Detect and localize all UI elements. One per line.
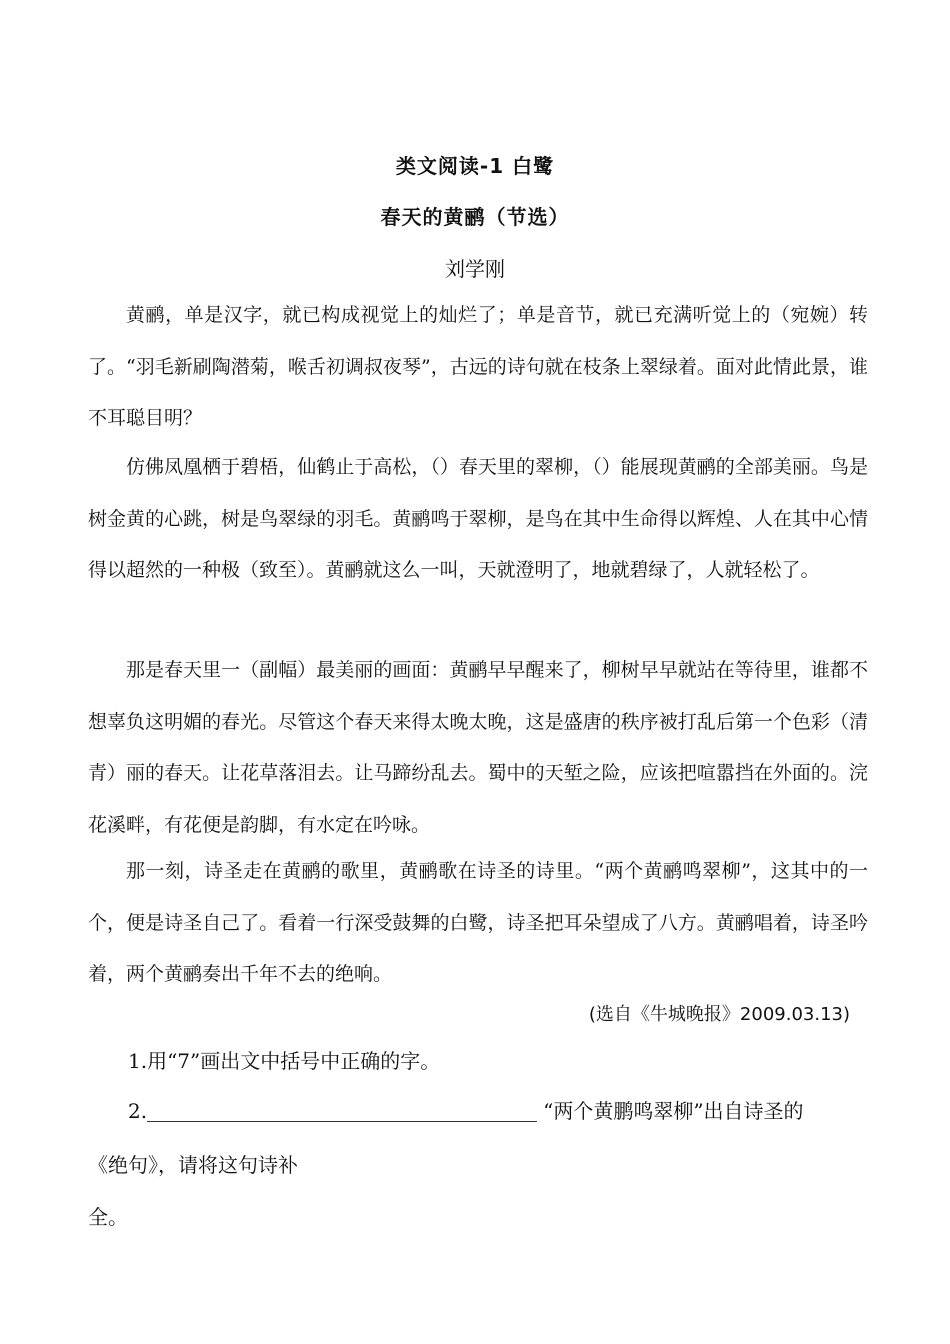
paragraph-4: 那一刻，诗圣走在黄鹂的歌里，黄鹂歌在诗圣的诗里。“两个黄鹂鸣翠柳”，这其中的一个，便是诗圣自己了。看着一行深受鼓舞的白鹭，诗圣把耳朵望成了八方。黄鹂唱着，诗圣吟着，两个黄鹂奏出千年不去的绝响。 bbox=[88, 860, 868, 985]
paragraph-2: 仿佛凤凰栖于碧梧，仙鹤止于高松，（）春天里的翠柳，（）能展现黄鹂的全部美丽。鸟是树金黄的心跳，树是鸟翠绿的羽毛。黄鹂鸣于翠柳，是鸟在其中生命得以辉煌、人在其中心情得以超然的一种极（致至）。黄鹂就这么一叫，天就澄明了，地就碧绿了，人就轻松了。 bbox=[88, 456, 868, 581]
question-2-text: “两个黄鹏鸣翠柳”出自诗圣的 bbox=[543, 1099, 804, 1123]
paragraph-1: 黄鹂，单是汉字，就已构成视觉上的灿烂了；单是音节，就已充满听觉上的（宛婉）转了。“羽毛新刷陶潜菊，喉舌初调叔夜琴”，古远的诗句就在枝条上翠绿着。面对此情此景，谁不耳聪目明？ bbox=[88, 304, 868, 429]
question-2-line-2: 《绝句》，请将这句诗补 bbox=[88, 1153, 298, 1177]
answer-blank[interactable] bbox=[147, 1101, 537, 1122]
question-2-line-3: 全。 bbox=[88, 1205, 128, 1229]
document-title: 类文阅读-1 白鹭 bbox=[395, 154, 555, 178]
question-2 bbox=[128, 1095, 873, 1124]
source-citation: (选自《牛城晚报》2009.03.13) bbox=[588, 1004, 850, 1025]
article-title: 春天的黄鹂（节选） bbox=[380, 205, 570, 229]
question-1: 1.用“7”画出文中括号中正确的字。 bbox=[128, 1049, 441, 1073]
article-author: 刘学刚 bbox=[445, 257, 505, 281]
question-2-number: 2. bbox=[128, 1099, 148, 1123]
paragraph-3: 那是春天里一（副幅）最美丽的画面：黄鹂早早醒来了，柳树早早就站在等待里，谁都不想辜负这明媚的春光。尽管这个春天来得太晚太晚，这是盛唐的秩序被打乱后第一个色彩（清青）丽的春天。让花草落泪去。让马蹄纷乱去。蜀中的天堑之险，应该把喧嚣挡在外面的。浣花溪畔，有花便是韵脚，有水定在吟咏。 bbox=[88, 659, 868, 836]
